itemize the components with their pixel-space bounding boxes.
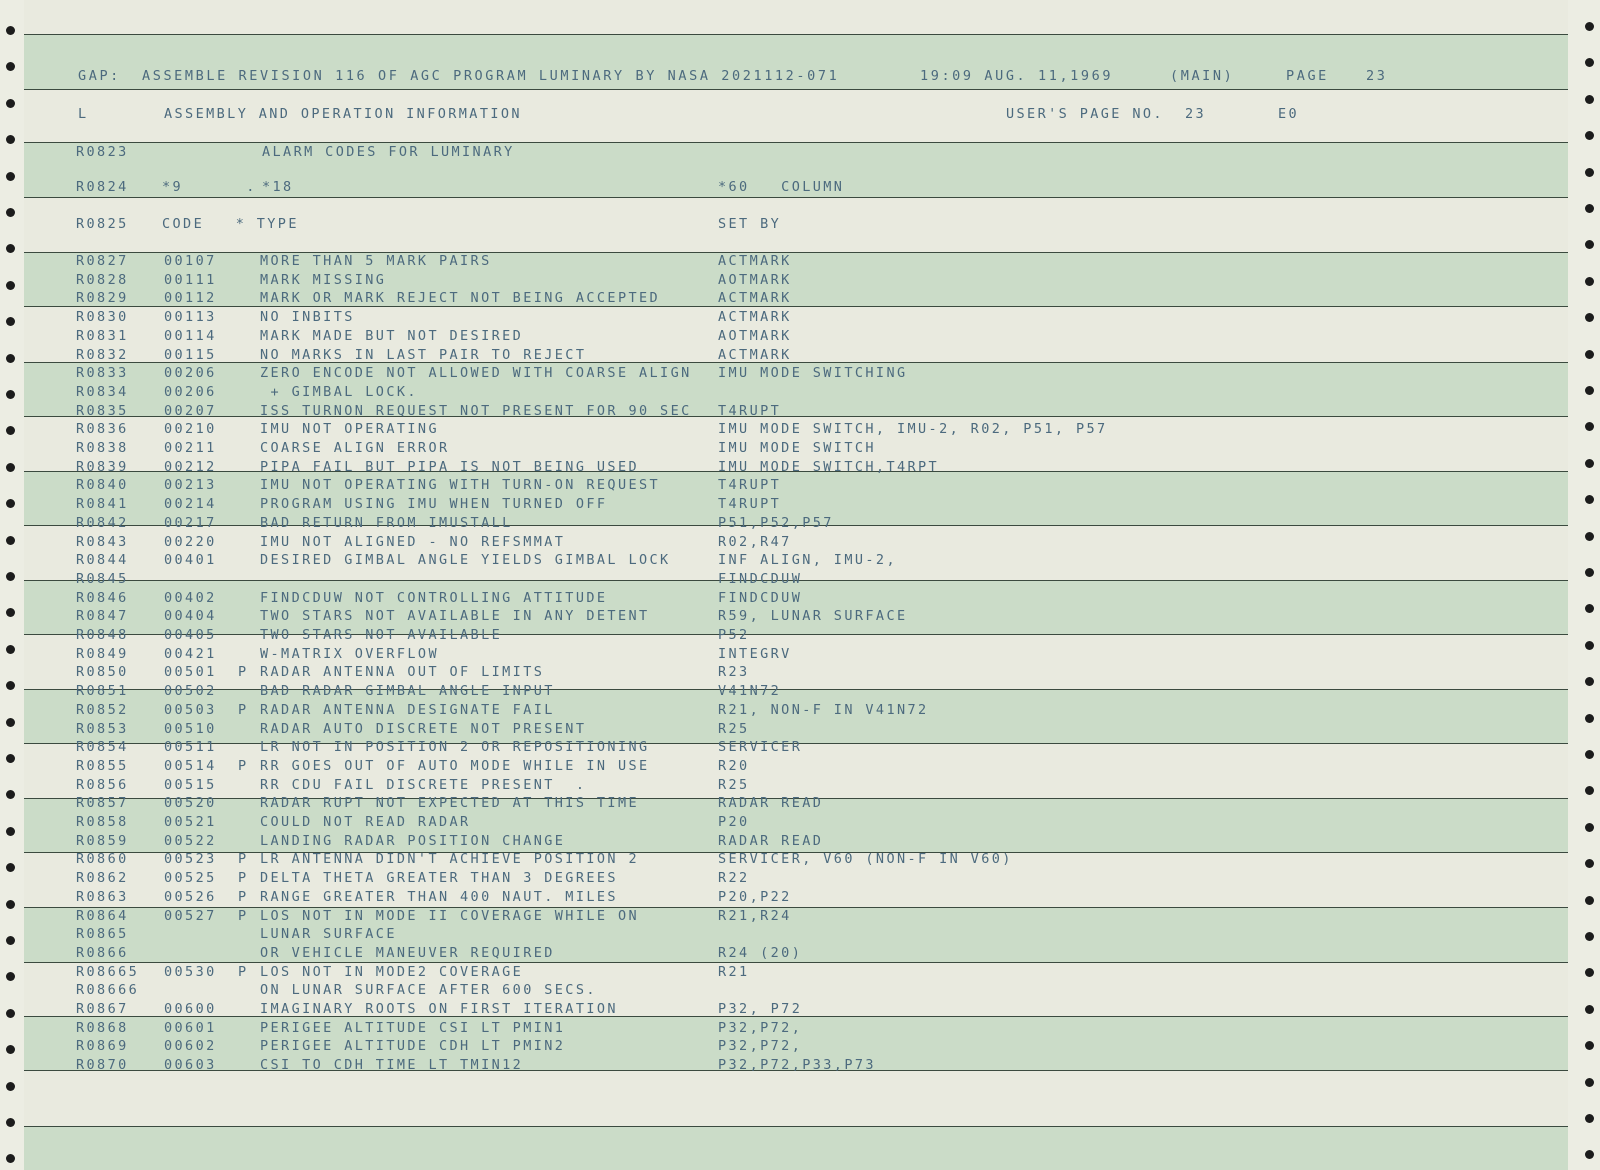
row-set-by: IMU MODE SWITCHING <box>718 365 908 381</box>
row-alarm-code: 00510 <box>164 721 217 737</box>
row-alarm-code: 00115 <box>164 347 217 363</box>
preamble-line-number: R0825 <box>76 216 129 232</box>
feed-hole <box>6 1118 15 1127</box>
band-rule <box>24 362 1568 363</box>
row-alarm-type: RADAR ANTENNA OUT OF LIMITS <box>260 664 545 680</box>
row-alarm-code: 00520 <box>164 795 217 811</box>
row-alarm-type: IMU NOT ALIGNED - NO REFSMMAT <box>260 534 566 550</box>
feed-hole <box>6 572 15 581</box>
row-line-number: R0867 <box>76 1001 129 1017</box>
band-rule <box>24 416 1568 417</box>
feed-hole <box>6 608 15 617</box>
feed-hole <box>6 244 15 253</box>
row-set-by: P32,P72, <box>718 1020 803 1036</box>
feed-hole <box>1585 277 1594 286</box>
row-alarm-type: RADAR RUPT NOT EXPECTED AT THIS TIME <box>260 795 639 811</box>
row-alarm-type: LANDING RADAR POSITION CHANGE <box>260 833 566 849</box>
row-alarm-type: RADAR AUTO DISCRETE NOT PRESENT <box>260 721 587 737</box>
row-line-number: R0857 <box>76 795 129 811</box>
row-set-by: RADAR READ <box>718 795 824 811</box>
row-set-by: R25 <box>718 721 750 737</box>
row-line-number: R0850 <box>76 664 129 680</box>
row-alarm-code: 00107 <box>164 253 217 269</box>
feed-hole <box>6 426 15 435</box>
feed-hole <box>1585 896 1594 905</box>
row-priority-flag: P <box>238 702 249 718</box>
row-alarm-type: PERIGEE ALTITUDE CSI LT PMIN1 <box>260 1020 566 1036</box>
feed-hole <box>6 463 15 472</box>
row-priority-flag: P <box>238 664 249 680</box>
row-alarm-type: W-MATRIX OVERFLOW <box>260 646 439 662</box>
header-page-label: PAGE <box>1286 68 1329 84</box>
feed-hole <box>6 718 15 727</box>
row-line-number: R0864 <box>76 908 129 924</box>
row-alarm-code: 00602 <box>164 1038 217 1054</box>
band-rule <box>24 142 1568 143</box>
header-title: ASSEMBLE REVISION 116 OF AGC PROGRAM LUMINARY BY NASA 2021112-071 <box>142 68 840 84</box>
feed-hole <box>1585 350 1594 359</box>
band-rule <box>24 634 1568 635</box>
row-line-number: R0865 <box>76 926 129 942</box>
row-set-by: INTEGRV <box>718 646 792 662</box>
row-alarm-type: LR NOT IN POSITION 2 OR REPOSITIONING <box>260 739 650 755</box>
feed-hole <box>6 645 15 654</box>
row-set-by: T4RUPT <box>718 477 782 493</box>
feed-hole <box>1585 677 1594 686</box>
row-alarm-code: 00514 <box>164 758 217 774</box>
feed-hole <box>6 172 15 181</box>
feed-hole <box>6 354 15 363</box>
header-mode: (MAIN) <box>1170 68 1235 84</box>
row-line-number: R0858 <box>76 814 129 830</box>
row-alarm-code: 00503 <box>164 702 217 718</box>
row-set-by: R22 <box>718 870 750 886</box>
row-alarm-code: 00405 <box>164 627 217 643</box>
row-alarm-type: RADAR ANTENNA DESIGNATE FAIL <box>260 702 555 718</box>
row-line-number: R0830 <box>76 309 129 325</box>
band-rule <box>24 197 1568 198</box>
row-set-by: T4RUPT <box>718 403 782 419</box>
feed-hole <box>1585 1078 1594 1087</box>
row-alarm-type: PROGRAM USING IMU WHEN TURNED OFF <box>260 496 608 512</box>
feed-hole <box>6 390 15 399</box>
row-set-by: P32,P72, <box>718 1038 803 1054</box>
row-alarm-type: DELTA THETA GREATER THAN 3 DEGREES <box>260 870 618 886</box>
row-alarm-type: LR ANTENNA DIDN'T ACHIEVE POSITION 2 <box>260 851 639 867</box>
row-set-by: ACTMARK <box>718 347 792 363</box>
row-alarm-code: 00214 <box>164 496 217 512</box>
row-alarm-code: 00207 <box>164 403 217 419</box>
row-set-by: R21,R24 <box>718 908 792 924</box>
row-set-by: R20 <box>718 758 750 774</box>
column-heading-set-by: SET BY <box>718 216 782 232</box>
preamble-heading: ALARM CODES FOR LUMINARY <box>262 144 515 160</box>
row-line-number: R0846 <box>76 590 129 606</box>
row-set-by: V41N72 <box>718 683 782 699</box>
row-alarm-code: 00521 <box>164 814 217 830</box>
feed-hole <box>1585 932 1594 941</box>
row-alarm-type: ZERO ENCODE NOT ALLOWED WITH COARSE ALIGN <box>260 365 692 381</box>
feed-hole <box>1585 131 1594 140</box>
row-alarm-code: 00515 <box>164 777 217 793</box>
row-alarm-code: 00206 <box>164 384 217 400</box>
subheader-letter: L <box>78 106 89 122</box>
row-line-number: R0831 <box>76 328 129 344</box>
row-alarm-code: 00522 <box>164 833 217 849</box>
row-line-number: R0866 <box>76 945 129 961</box>
feed-hole <box>1585 968 1594 977</box>
feed-hole <box>6 135 15 144</box>
row-set-by: P32,P72,P33,P73 <box>718 1057 876 1073</box>
row-line-number: R0868 <box>76 1020 129 1036</box>
feed-hole <box>1585 58 1594 67</box>
feed-hole <box>6 1045 15 1054</box>
header-gap-label: GAP: <box>78 68 121 84</box>
feed-hole <box>1585 532 1594 541</box>
row-line-number: R0828 <box>76 272 129 288</box>
row-line-number: R0829 <box>76 290 129 306</box>
band-rule <box>24 252 1568 253</box>
row-alarm-type: NO INBITS <box>260 309 355 325</box>
row-priority-flag: P <box>238 889 249 905</box>
row-set-by: RADAR READ <box>718 833 824 849</box>
row-alarm-type: LOS NOT IN MODE II COVERAGE WHILE ON <box>260 908 639 924</box>
preamble-line-number: R0824 <box>76 179 129 195</box>
row-set-by: AOTMARK <box>718 272 792 288</box>
row-alarm-code: 00112 <box>164 290 217 306</box>
feed-hole <box>1585 204 1594 213</box>
row-set-by: R23 <box>718 664 750 680</box>
feed-hole <box>6 863 15 872</box>
row-alarm-type: LOS NOT IN MODE2 COVERAGE <box>260 964 524 980</box>
row-set-by: FINDCDUW <box>718 590 803 606</box>
feed-hole <box>1585 786 1594 795</box>
row-alarm-type: MARK MISSING <box>260 272 387 288</box>
header-timestamp: 19:09 AUG. 11,1969 <box>920 68 1114 84</box>
feed-hole <box>1585 1005 1594 1014</box>
row-alarm-code: 00213 <box>164 477 217 493</box>
row-alarm-code: 00511 <box>164 739 217 755</box>
row-line-number: R0848 <box>76 627 129 643</box>
row-line-number: R0852 <box>76 702 129 718</box>
row-line-number: R0859 <box>76 833 129 849</box>
row-line-number: R0856 <box>76 777 129 793</box>
row-line-number: R0832 <box>76 347 129 363</box>
band-rule <box>24 306 1568 307</box>
row-alarm-code: 00114 <box>164 328 217 344</box>
row-line-number: R0853 <box>76 721 129 737</box>
row-set-by: ACTMARK <box>718 309 792 325</box>
row-priority-flag: P <box>238 908 249 924</box>
row-priority-flag: P <box>238 851 249 867</box>
feed-hole <box>6 900 15 909</box>
preamble-column-mark: *9 . <box>162 179 257 195</box>
row-set-by: T4RUPT <box>718 496 782 512</box>
row-alarm-type: CSI TO CDH TIME LT TMIN12 <box>260 1057 524 1073</box>
row-line-number: R0854 <box>76 739 129 755</box>
feed-hole <box>6 1154 15 1163</box>
row-line-number: R0869 <box>76 1038 129 1054</box>
row-alarm-type: IMU NOT OPERATING <box>260 421 439 437</box>
band-rule <box>24 1126 1568 1127</box>
feed-hole <box>6 936 15 945</box>
feed-hole <box>6 754 15 763</box>
row-priority-flag: P <box>238 870 249 886</box>
row-set-by: SERVICER, V60 (NON-F IN V60) <box>718 851 1013 867</box>
row-set-by: INF ALIGN, IMU-2, <box>718 552 897 568</box>
row-set-by: P20,P22 <box>718 889 792 905</box>
row-line-number: R0863 <box>76 889 129 905</box>
right-tractor-margin <box>1568 0 1600 1170</box>
row-alarm-type: MARK MADE BUT NOT DESIRED <box>260 328 524 344</box>
feed-hole <box>1585 386 1594 395</box>
feed-hole <box>1585 604 1594 613</box>
band-rule <box>24 962 1568 963</box>
row-alarm-code: 00211 <box>164 440 217 456</box>
green-band <box>24 1126 1568 1170</box>
row-set-by: P32, P72 <box>718 1001 803 1017</box>
feed-hole <box>1585 168 1594 177</box>
feed-hole <box>6 790 15 799</box>
row-alarm-type: TWO STARS NOT AVAILABLE <box>260 627 503 643</box>
row-set-by: FINDCDUW <box>718 571 803 587</box>
row-line-number: R0851 <box>76 683 129 699</box>
feed-hole <box>1585 750 1594 759</box>
row-line-number: R0855 <box>76 758 129 774</box>
row-alarm-type: RANGE GREATER THAN 400 NAUT. MILES <box>260 889 618 905</box>
row-alarm-code: 00523 <box>164 851 217 867</box>
row-line-number: R0836 <box>76 421 129 437</box>
row-line-number: R0870 <box>76 1057 129 1073</box>
row-alarm-type: PIPA FAIL BUT PIPA IS NOT BEING USED <box>260 459 639 475</box>
row-line-number: R0862 <box>76 870 129 886</box>
feed-hole <box>6 281 15 290</box>
row-alarm-type: RR CDU FAIL DISCRETE PRESENT . <box>260 777 587 793</box>
row-alarm-type: + GIMBAL LOCK. <box>260 384 418 400</box>
subheader-users-page: USER'S PAGE NO. 23 <box>1006 106 1207 122</box>
row-line-number: R0838 <box>76 440 129 456</box>
row-alarm-type: IMU NOT OPERATING WITH TURN-ON REQUEST <box>260 477 661 493</box>
row-alarm-code: 00530 <box>164 964 217 980</box>
row-line-number: R08665 <box>76 964 140 980</box>
preamble-column-mark: *60 COLUMN <box>718 179 845 195</box>
row-set-by: ACTMARK <box>718 253 792 269</box>
feed-hole <box>1585 22 1594 31</box>
row-set-by: P51,P52,P57 <box>718 515 834 531</box>
row-alarm-type: MORE THAN 5 MARK PAIRS <box>260 253 492 269</box>
feed-hole <box>1585 823 1594 832</box>
row-alarm-type: MARK OR MARK REJECT NOT BEING ACCEPTED <box>260 290 661 306</box>
row-alarm-type: RR GOES OUT OF AUTO MODE WHILE IN USE <box>260 758 650 774</box>
row-priority-flag: P <box>238 758 249 774</box>
row-line-number: R08666 <box>76 982 140 998</box>
row-alarm-type: TWO STARS NOT AVAILABLE IN ANY DETENT <box>260 608 650 624</box>
row-line-number: R0844 <box>76 552 129 568</box>
row-line-number: R0860 <box>76 851 129 867</box>
row-set-by: IMU MODE SWITCH, IMU-2, R02, P51, P57 <box>718 421 1108 437</box>
row-alarm-code: 00501 <box>164 664 217 680</box>
feed-hole <box>1585 240 1594 249</box>
row-line-number: R0834 <box>76 384 129 400</box>
row-set-by: P20 <box>718 814 750 830</box>
row-alarm-code: 00502 <box>164 683 217 699</box>
subheader-section: ASSEMBLY AND OPERATION INFORMATION <box>164 106 522 122</box>
row-alarm-type: IMAGINARY ROOTS ON FIRST ITERATION <box>260 1001 618 1017</box>
row-set-by: R25 <box>718 777 750 793</box>
row-alarm-type: ISS TURNON REQUEST NOT PRESENT FOR 90 SEC <box>260 403 692 419</box>
row-alarm-type: COULD NOT READ RADAR <box>260 814 471 830</box>
feed-hole <box>6 536 15 545</box>
row-line-number: R0839 <box>76 459 129 475</box>
row-alarm-code: 00206 <box>164 365 217 381</box>
preamble-column-mark: *18 <box>262 179 294 195</box>
row-set-by: SERVICER <box>718 739 803 755</box>
row-set-by: AOTMARK <box>718 328 792 344</box>
row-alarm-code: 00113 <box>164 309 217 325</box>
feed-hole <box>1585 859 1594 868</box>
feed-hole <box>1585 95 1594 104</box>
row-line-number: R0840 <box>76 477 129 493</box>
feed-hole <box>1585 1041 1594 1050</box>
row-alarm-code: 00217 <box>164 515 217 531</box>
feed-hole <box>6 499 15 508</box>
row-set-by: P52 <box>718 627 750 643</box>
row-line-number: R0843 <box>76 534 129 550</box>
row-alarm-type: COARSE ALIGN ERROR <box>260 440 450 456</box>
row-line-number: R0835 <box>76 403 129 419</box>
feed-hole <box>6 972 15 981</box>
row-alarm-type: BAD RETURN FROM IMUSTALL <box>260 515 513 531</box>
row-set-by: IMU MODE SWITCH <box>718 440 876 456</box>
band-rule <box>24 34 1568 35</box>
feed-hole <box>1585 1150 1594 1159</box>
header-page-number: 23 <box>1366 68 1388 84</box>
feed-hole <box>6 62 15 71</box>
row-set-by: IMU MODE SWITCH,T4RPT <box>718 459 940 475</box>
row-alarm-code: 00601 <box>164 1020 217 1036</box>
row-set-by: R21 <box>718 964 750 980</box>
row-alarm-code: 00111 <box>164 272 217 288</box>
row-alarm-code: 00526 <box>164 889 217 905</box>
row-alarm-code: 00212 <box>164 459 217 475</box>
row-line-number: R0849 <box>76 646 129 662</box>
row-priority-flag: P <box>238 964 249 980</box>
row-alarm-code: 00600 <box>164 1001 217 1017</box>
feed-hole <box>1585 641 1594 650</box>
feed-hole <box>6 1082 15 1091</box>
feed-hole <box>6 317 15 326</box>
row-alarm-code: 00527 <box>164 908 217 924</box>
band-rule <box>24 689 1568 690</box>
row-alarm-type: DESIRED GIMBAL ANGLE YIELDS GIMBAL LOCK <box>260 552 671 568</box>
row-line-number: R0847 <box>76 608 129 624</box>
row-line-number: R0833 <box>76 365 129 381</box>
row-alarm-type: ON LUNAR SURFACE AFTER 600 SECS. <box>260 982 597 998</box>
row-alarm-code: 00404 <box>164 608 217 624</box>
feed-hole <box>1585 568 1594 577</box>
row-alarm-type: PERIGEE ALTITUDE CDH LT PMIN2 <box>260 1038 566 1054</box>
row-set-by: R02,R47 <box>718 534 792 550</box>
feed-hole <box>6 681 15 690</box>
feed-hole <box>1585 313 1594 322</box>
row-line-number: R0827 <box>76 253 129 269</box>
feed-hole <box>6 208 15 217</box>
column-heading-code-type: CODE * TYPE <box>162 216 299 232</box>
feed-hole <box>1585 495 1594 504</box>
row-alarm-code: 00421 <box>164 646 217 662</box>
row-alarm-code: 00220 <box>164 534 217 550</box>
feed-hole <box>1585 422 1594 431</box>
row-alarm-code: 00401 <box>164 552 217 568</box>
subheader-code: E0 <box>1278 106 1300 122</box>
row-alarm-type: FINDCDUW NOT CONTROLLING ATTITUDE <box>260 590 608 606</box>
row-alarm-type: BAD RADAR GIMBAL ANGLE INPUT <box>260 683 555 699</box>
row-alarm-type: LUNAR SURFACE <box>260 926 397 942</box>
green-band <box>24 252 1568 306</box>
feed-hole <box>6 99 15 108</box>
feed-hole <box>1585 459 1594 468</box>
row-set-by: ACTMARK <box>718 290 792 306</box>
feed-hole <box>6 827 15 836</box>
row-set-by: R24 (20) <box>718 945 803 961</box>
preamble-line-number: R0823 <box>76 144 129 160</box>
row-alarm-code: 00525 <box>164 870 217 886</box>
row-line-number: R0845 <box>76 571 129 587</box>
row-alarm-code: 00603 <box>164 1057 217 1073</box>
feed-hole <box>1585 1114 1594 1123</box>
feed-hole <box>6 1009 15 1018</box>
band-rule <box>24 89 1568 90</box>
row-line-number: R0841 <box>76 496 129 512</box>
band-rule <box>24 907 1568 908</box>
row-set-by: R59, LUNAR SURFACE <box>718 608 908 624</box>
row-set-by: R21, NON-F IN V41N72 <box>718 702 929 718</box>
row-alarm-code: 00402 <box>164 590 217 606</box>
row-line-number: R0842 <box>76 515 129 531</box>
feed-hole <box>6 26 15 35</box>
row-alarm-type: NO MARKS IN LAST PAIR TO REJECT <box>260 347 587 363</box>
row-alarm-type: OR VEHICLE MANEUVER REQUIRED <box>260 945 555 961</box>
feed-hole <box>1585 714 1594 723</box>
row-alarm-code: 00210 <box>164 421 217 437</box>
listing-sheet <box>24 34 1568 1170</box>
